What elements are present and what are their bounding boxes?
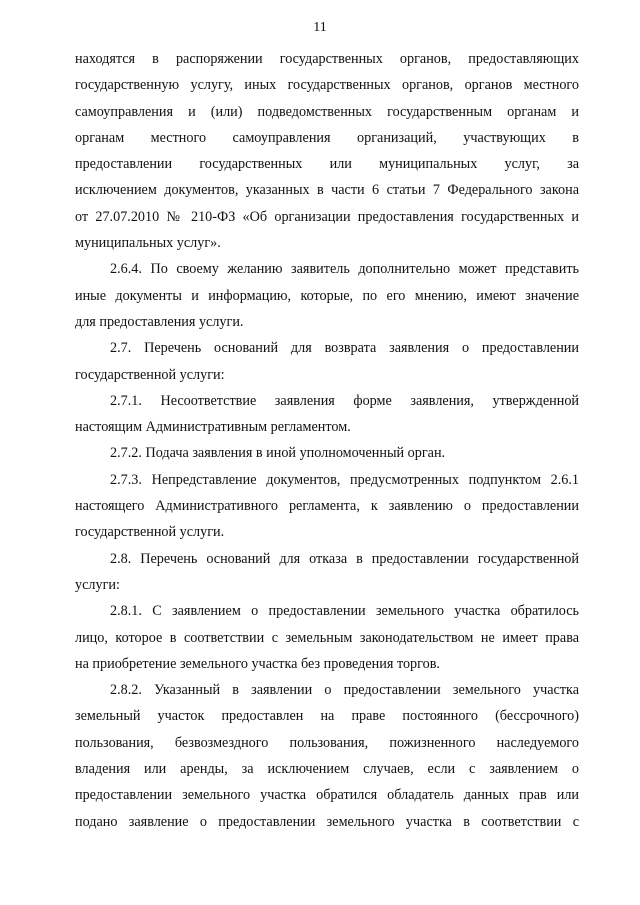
text-line: 2.7. Перечень оснований для возврата заявления о предоставлении (110, 340, 579, 357)
text-line: для предоставления услуги. (75, 313, 244, 330)
text-line: государственную услугу, иных государственных органов, органов местного (75, 77, 579, 94)
text-line: настоящего Административного регламента, к заявлению о предоставлении (75, 498, 579, 515)
text-line: на приобретение земельного участка без проведения торгов. (75, 655, 440, 672)
text-line: государственной услуги: (75, 366, 225, 383)
text-line: предоставлении государственных или муниципальных услуг, за (75, 156, 579, 173)
text-line: муниципальных услуг». (75, 235, 221, 252)
text-line: от 27.07.2010 № 210-ФЗ «Об организации предоставления государственных и (75, 208, 579, 225)
text-line: 2.8. Перечень оснований для отказа в предоставлении государственной (110, 550, 579, 567)
text-line: исключением документов, указанных в части 6 статьи 7 Федерального закона (75, 182, 579, 199)
document-body (75, 46, 579, 835)
text-line: 2.7.1. Несоответствие заявления форме заявления, утвержденной (110, 392, 579, 409)
text-line: находятся в распоряжении государственных органов, предоставляющих (75, 51, 579, 67)
text-line: 2.7.2. Подача заявления в иной уполномоченный орган. (110, 445, 446, 462)
text-line: самоуправления и (или) подведомственных государственным органам и (75, 103, 579, 120)
text-line: 2.6.4. По своему желанию заявитель дополнительно может представить (110, 261, 579, 278)
text-line: владения или аренды, за исключением случаев, если с заявлением о (75, 761, 579, 778)
text-line: предоставлении земельного участка обратился обладатель данных прав или (75, 787, 579, 804)
text-line: земельный участок предоставлен на праве постоянного (бессрочного) (75, 708, 579, 725)
text-line: государственной услуги. (75, 524, 225, 541)
text-line: 2.8.1. С заявлением о предоставлении земельного участка обратилось (110, 603, 579, 620)
text-line: услуги: (75, 576, 120, 593)
text-line: 2.7.3. Непредставление документов, предусмотренных подпунктом 2.6.1 (110, 471, 579, 488)
text-line: лицо, которое в соответствии с земельным законодательством не имеет права (75, 629, 579, 646)
text-line: настоящим Административным регламентом. (75, 419, 351, 436)
text-line: пользования, безвозмездного пользования, пожизненного наследуемого (75, 734, 579, 751)
text-line: 2.8.2. Указанный в заявлении о предоставлении земельного участка (110, 682, 579, 699)
text-line: органам местного самоуправления организаций, участвующих в (75, 129, 579, 146)
page-number: 11 (313, 20, 327, 35)
text-line: иные документы и информацию, которые, по его мнению, имеют значение (75, 287, 579, 304)
text-line: подано заявление о предоставлении земельного участка в соответствии с (75, 813, 579, 830)
